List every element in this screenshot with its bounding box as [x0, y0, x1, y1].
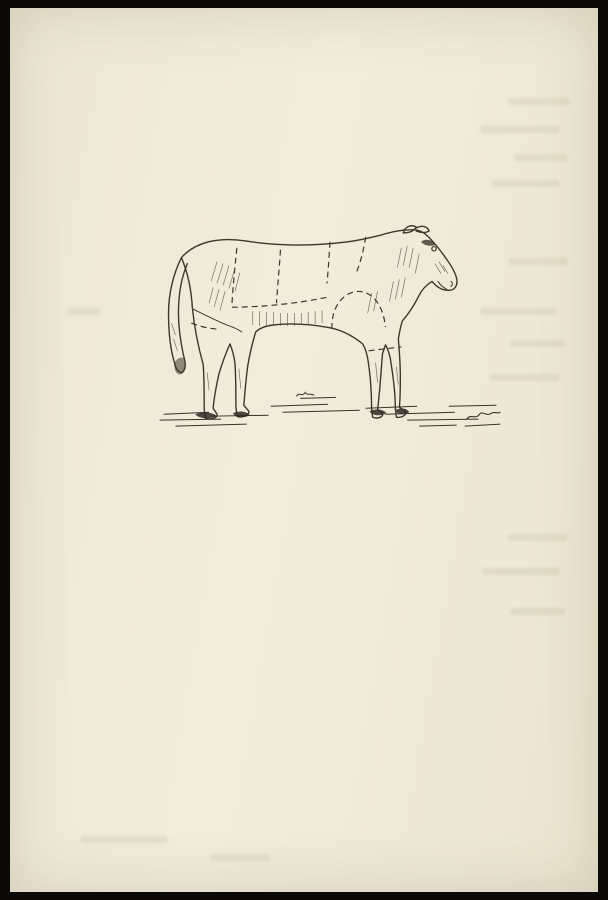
calf-outline: [169, 226, 457, 419]
calf-eye-icon: [432, 247, 436, 251]
calf-figure: [150, 224, 510, 436]
division-line-3-4: [327, 242, 330, 284]
division-lines: [191, 237, 401, 351]
book-page: [10, 8, 598, 892]
calf-dark-markings: [174, 240, 436, 375]
division-line-horizontal: [232, 297, 327, 307]
calf-tail: [169, 258, 188, 373]
body-hatching: [171, 246, 447, 391]
division-line-4-6: [357, 237, 366, 272]
calf-thigh-line: [193, 309, 242, 332]
division-line-2-3: [277, 250, 281, 303]
division-arc-shoulder: [332, 291, 386, 329]
artist-signature: [467, 412, 501, 419]
ground-hatching: [160, 392, 501, 426]
calf-illustration: [150, 224, 510, 436]
ground-squiggle: [296, 392, 314, 396]
figure-caption: [10, 440, 598, 455]
hoof-shadows: [195, 409, 409, 419]
